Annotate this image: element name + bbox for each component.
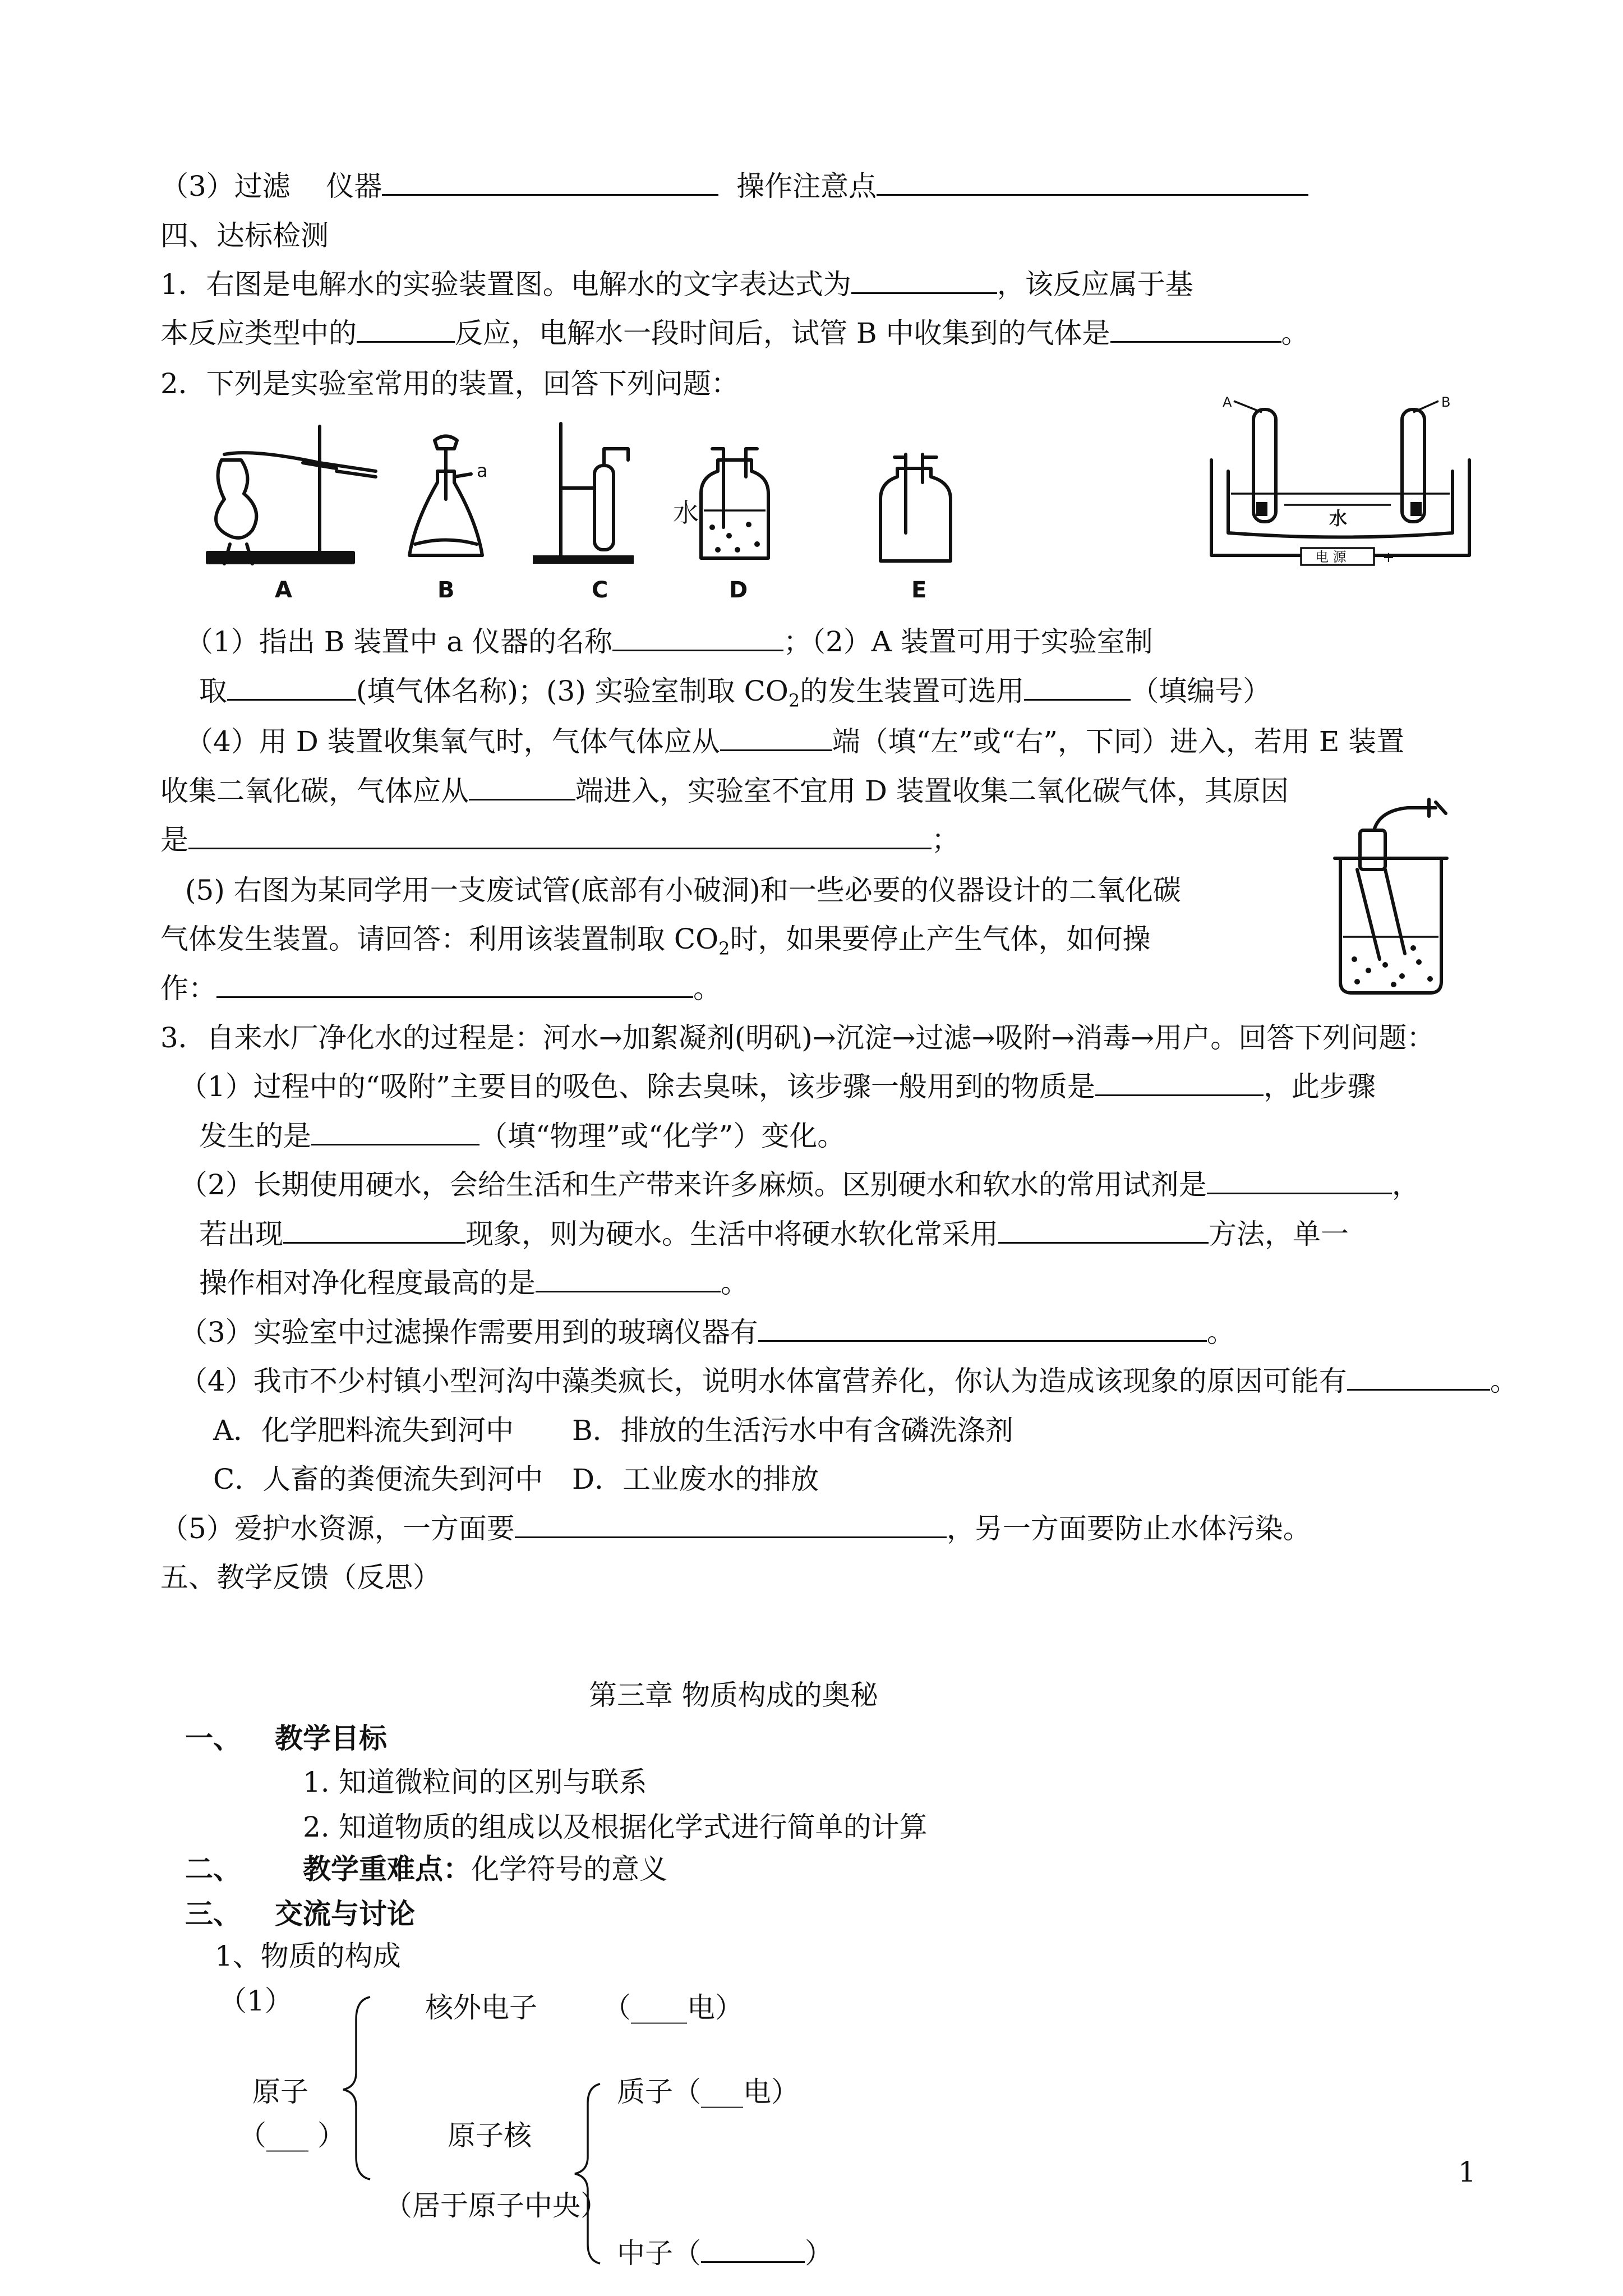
q1-text-b: ，该反应属于基	[997, 268, 1193, 301]
q3-softening-method-blank[interactable]	[998, 1217, 1209, 1244]
electrolysis-figure	[1200, 387, 1481, 578]
q1-text-c: 本反应类型中的	[160, 317, 357, 349]
apparatus-d	[673, 449, 768, 603]
section-4-heading: 四、达标检测	[160, 219, 329, 252]
q2-gas-name-blank[interactable]	[227, 674, 356, 701]
q2-5-line-1: (5) 右图为某同学用一支废试管(底部有小破洞)和一些必要的仪器设计的二氧化碳	[185, 874, 1181, 907]
q2-1-line-2: 取 (填气体名称)；(3) 实验室制取 $CO_2$的发生装置可选用 （填编号）	[199, 675, 1271, 711]
q2-5-line-3: 作： 。	[160, 972, 721, 1005]
q1-expression-blank[interactable]	[851, 268, 997, 294]
q3-best-operation-blank[interactable]	[536, 1266, 721, 1292]
apparatus-a	[208, 426, 376, 603]
q3-4-line: （4）我市不少村镇小型河沟中藻类疯长，说明水体富营养化，你认为造成该现象的原因可能有 。	[179, 1365, 1518, 1397]
power-label: 电 源	[1315, 549, 1347, 565]
goal-2: 2. 知道物质的组成以及根据化学式进行简单的计算	[303, 1811, 928, 1843]
q3-glassware-blank[interactable]	[758, 1315, 1207, 1342]
minus-label: －	[1279, 549, 1294, 566]
filter-instrument-blank[interactable]	[382, 169, 718, 196]
neutron-charge-blank[interactable]	[701, 2237, 805, 2263]
option-a[interactable]: A．化学肥料流失到河中	[213, 1414, 514, 1447]
q3-reagent-blank[interactable]	[1207, 1168, 1392, 1194]
q2-a-name-blank[interactable]	[612, 625, 783, 651]
nucleus-label: 原子核	[448, 2119, 532, 2152]
filter-label: （3）过滤	[160, 170, 291, 203]
q3-heading: 3．自来水厂净化水的过程是：河水→加絮凝剂(明矾)→沉淀→过滤→吸附→消毒→用户。回答下列问题：	[160, 1022, 1435, 1054]
item-1-heading: 1、物质的构成	[215, 1940, 401, 1972]
q1-gas-blank[interactable]	[1110, 316, 1281, 343]
option-b[interactable]: B．排放的生活污水中有含磷洗涤剂	[572, 1414, 1013, 1447]
tube-a-label: A	[1223, 394, 1232, 410]
proton-label: 质子（___电）	[617, 2076, 799, 2108]
atom-charge-blank[interactable]: （___ ）	[238, 2119, 345, 2152]
q2-d-end-blank[interactable]	[720, 725, 832, 751]
q2-5-line-2: 气体发生装置。请回答：利用该装置制取 $CO_2$时，如果要停止产生气体，如何操	[160, 923, 1151, 959]
nucleus-note: （居于原子中央）	[384, 2189, 608, 2222]
apparatus-c-label: C	[592, 577, 608, 603]
q3-1-line-2: 发生的是 （填“物理”或“化学”）变化。	[199, 1120, 846, 1152]
tube-b-label: B	[1441, 394, 1451, 410]
q3-phenomenon-blank[interactable]	[283, 1217, 465, 1244]
section-1-heading: 教学目标	[275, 1722, 387, 1755]
neutron-line: 中子（ ）	[617, 2237, 833, 2270]
b-a-label: a	[477, 460, 488, 481]
q1-reaction-type-blank[interactable]	[357, 316, 455, 343]
d-water-label: 水	[673, 498, 699, 528]
section-3-number: 三、	[185, 1897, 241, 1930]
apparatus-b	[409, 436, 488, 604]
filter-notes-blank[interactable]	[877, 169, 1308, 196]
q2-stop-operation-blank[interactable]	[216, 972, 693, 998]
co2-generator-figure	[1301, 797, 1469, 1004]
apparatus-e-label: E	[911, 577, 927, 603]
section-2-line: 二、 教学重难点：化学符号的意义	[185, 1852, 667, 1885]
apparatus-d-label: D	[729, 577, 748, 603]
q3-adsorbent-blank[interactable]	[1095, 1070, 1264, 1096]
filter-line	[160, 168, 1308, 204]
section-1-number: 一、	[185, 1722, 241, 1755]
apparatus-a-label: A	[275, 577, 292, 603]
structure-label: （1）	[219, 1985, 293, 2017]
filter-notes-label: 操作注意点	[736, 170, 877, 203]
q2-4-line-1: （4）用 D 装置收集氧气时，气体气体应从 端（填“左”或“右”，下同）进入，若用 E 装置	[185, 725, 1405, 758]
q3-5-line: （5）爱护水资源，一方面要 ，另一方面要防止水体污染。	[160, 1512, 1311, 1545]
q1-text-a: 1．右图是电解水的实验装置图。电解水的文字表达式为	[160, 268, 851, 301]
chapter-title: 第三章 物质构成的奥秘	[589, 1679, 878, 1711]
option-d[interactable]: D．工业废水的排放	[572, 1463, 819, 1496]
structure-braces	[336, 1986, 617, 2277]
goal-1: 1. 知道微粒间的区别与联系	[303, 1766, 647, 1798]
q1-text-d: 反应，电解水一段时间后，试管 B 中收集到的气体是	[455, 317, 1110, 349]
section-5-heading: 五、教学反馈（反思）	[160, 1561, 441, 1594]
q3-change-type-blank[interactable]	[311, 1119, 479, 1145]
q3-protect-water-blank[interactable]	[515, 1512, 947, 1538]
q2-reason-blank[interactable]	[188, 823, 932, 849]
apparatus-c	[533, 424, 634, 603]
q3-2-line-3: 操作相对净化程度最高的是 。	[199, 1267, 749, 1299]
q3-2-line-1: （2）长期使用硬水，会给生活和生产带来许多麻烦。区别硬水和软水的常用试剂是 ，	[179, 1168, 1420, 1201]
filter-instrument-label: 仪器	[326, 170, 382, 203]
page-number: 1	[1458, 2156, 1476, 2188]
q3-2-line-2: 若出现 现象，则为硬水。生活中将硬水软化常采用 方法，单一	[199, 1218, 1349, 1250]
q2-4-line-2: 收集二氧化碳，气体应从 端进入，实验室不宜用 D 装置收集二氧化碳气体，其原因	[160, 775, 1289, 807]
q2-e-end-blank[interactable]	[469, 774, 575, 800]
q3-3-line: （3）实验室中过滤操作需要用到的玻璃仪器有 。	[179, 1316, 1235, 1349]
section-3-heading: 交流与讨论	[275, 1897, 415, 1930]
electron-label: 核外电子	[425, 1991, 537, 2024]
plus-label: +	[1382, 549, 1395, 566]
apparatus-figure	[191, 415, 1009, 606]
q3-1-line-1: （1）过程中的“吸附”主要目的吸色、除去臭味，该步骤一般用到的物质是 ，此步骤	[179, 1070, 1376, 1103]
atom-label: 原子	[252, 2076, 308, 2108]
apparatus-b-label: B	[437, 577, 455, 603]
option-c[interactable]: C．人畜的粪便流失到河中	[213, 1463, 543, 1496]
apparatus-e	[880, 454, 951, 603]
electrolysis-water-label: 水	[1329, 508, 1348, 529]
q2-co2-device-blank[interactable]	[1024, 674, 1131, 701]
q2-4-line-3: 是 ；	[160, 823, 960, 856]
electron-charge: （____电）	[603, 1991, 743, 2024]
q1-line-1	[160, 266, 1193, 302]
q2-heading: 2．下列是实验室常用的装置，回答下列问题：	[160, 367, 739, 400]
q1-line-2: 本反应类型中的 反应，电解水一段时间后，试管 B 中收集到的气体是 。	[160, 317, 1310, 349]
q3-cause-blank[interactable]	[1347, 1364, 1490, 1391]
q2-1-line-1: （1）指出 B 装置中 a 仪器的名称 ；（2）A 装置可用于实验室制	[185, 625, 1153, 658]
